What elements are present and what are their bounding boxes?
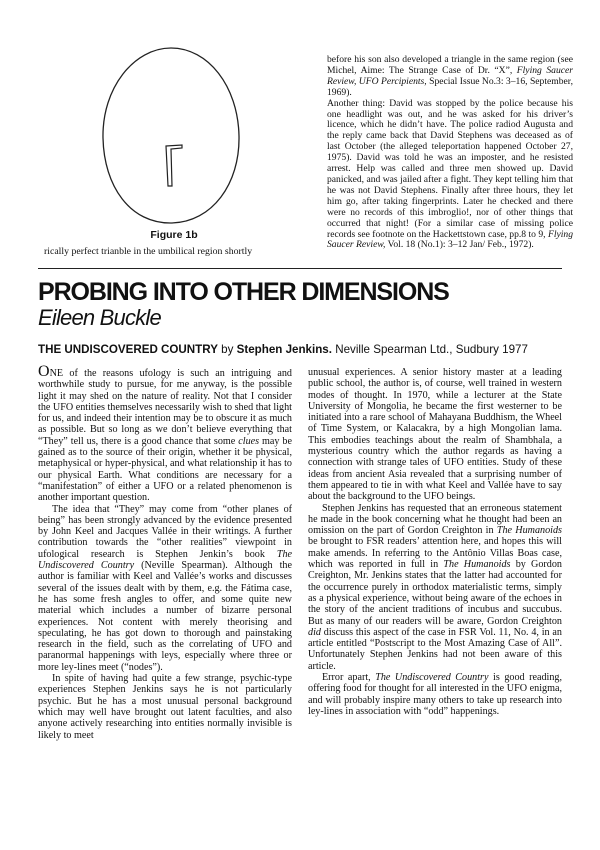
review-book-publisher: Neville Spearman Ltd., Sudbury 1977: [331, 343, 528, 356]
article-paragraph: The idea that “They” may come from “other planes of being” has been strongly advanced by the evidence presented by John Keel and Jacques Vallée in their writings. A further contribution towards the “other realities” viewpoint in ufological research is Stephen Jenkin’s book The Undiscovered Country (Neville Spearman). Although the author is familiar with Keel and Vallée’s works and discusses several of the issues dealt with by them, e.g. the Fátima case, he has some fresh angles to offer, and some quite new material which includes a number of bizarre personal experiences. Not content with merely theorising and speculating, he has got down to thorough and painstaking research in the field, such as the correlating of UFO and paranormal happenings with leys, especially where three or more ley-lines meet (“nodes”).: [38, 503, 292, 673]
figure-continuation-text: rically perfect trianble in the umbilical region shortly: [44, 246, 253, 257]
triangle-mark-shape: [166, 145, 182, 186]
italic-run: did: [308, 626, 321, 638]
body-outline-shape: [103, 48, 239, 223]
continuation-column: [327, 55, 573, 251]
article-paragraph: In spite of having had quite a few strange, psychic-type experiences Stephen Jenkins says he is not particularly psychic. But he has a most unusual personal background which may well have brought out latent faculties, and also anyone actively researching into entities normally invisible is likely to meet: [38, 673, 292, 741]
article-paragraph: [38, 363, 292, 504]
article-paragraph: Stephen Jenkins has requested that an erroneous statement he made in the book concerning what he thought had been an omission on the part of Gordon Creighton in The Humanoids be brought to FSR readers’ attention here, and hopes this will make amends. In referring to the Antônio Villas Boas case, which was reported in full in The Humanoids by Gordon Creighton, Mr. Jenkins states that the latter had accounted for the occurrence purely in orthodox materialistic terms, simply as a physical experience, without being aware of the echoes in the story of the ancient traditions of incubus and succubus. But as many of our readers will be aware, Gordon Creighton did discuss this aspect of the case in FSR Vol. 11, No. 4, in an article entitled “Postscript to the Most Amazing Case of All”. Unfortunately Stephen Jenkins had not been aware of this article.: [308, 502, 562, 672]
continuation-paragraph: Another thing: David was stopped by the police because his one headlight was out, and he was asked for his driver’s licence, which he didn’t have. The police radiod Augusta and the reply came back that David Stephens was deceased as of last October (the alleged teleportation happened October 27, 1975). David was told he was an imposter, and he resisted arrest. Help was called and three men showed up. David panicked, and was jailed after a fight. They kept telling him that he was not David Stephens. Finally after three hours, they let him go, after taking fingerprints. Later he checked and there were no records of this imbroglio!, nor of other things that occurred that night! (For a similar case of missing police records see footnote on the Hackettstown case, pp.8 to 9, Flying Saucer Review, Vol. 18 (No.1): 3–12 Jan/ Feb., 1972).: [327, 97, 573, 251]
continuation-paragraph: before his son also developed a triangle in the same region (see Michel, Aime: The Strange Case of Dr. “X”, Flying Saucer Review, UFO Percipients, Special Issue No.3: 3–16, September, 1969).: [327, 54, 573, 98]
article-paragraph: unusual experiences. A senior history master at a leading public school, the author is, of course, well trained in western modes of thought. In 1970, while a lecturer at the State University of Mongolia, he became the first westerner to be initiated into a rare school of Mahayana Buddhism, the Wheel of Time System, or Kalacakra, by a high Mongolian lama. This embodies teachings about the realm of Shambhala, a mysterious country which the author regards as having a connection with strange tales of UFO entities. Study of these ideas from ancient Asia revealed that a surprising number of them appeared to tie in with what Keel and Vallée have to say about the background to the UFO beings.: [308, 367, 562, 503]
italic-run: The Undiscovered Country: [375, 672, 489, 684]
section-divider: [38, 268, 562, 269]
italic-run: The Humanoids: [443, 559, 511, 571]
paragraph-text: NE of the reasons ufology is such an intriguing and worthwhile study to pursue, for me anyway, is the possible light it may shed on the nature of reality. Not that I consider the UFO entities themselves necessarily wish to shed that light for us, and indeed their intention may be to obscure it as much as possible. But so long as we don’t believe everything that “They” tell us, there is a good chance that some clues may be gained as to the source of their origin, whether it be physical, metaphysical or hyper-physical, and what relationship it has to our physical Earth. What conditions are necessary for a “manifestation” of either a UFO or a related phenomenon is another important question.: [38, 368, 292, 504]
figure-caption: Figure 1b: [150, 229, 198, 241]
article-headline: PROBING INTO OTHER DIMENSIONS: [38, 278, 449, 306]
italic-run: The Undiscovered Country: [38, 548, 292, 572]
article-column-left: [38, 363, 292, 741]
italic-run: Flying Saucer Review, UFO Percipients,: [327, 64, 573, 87]
article-column-right: [308, 367, 562, 717]
review-book-author: Stephen Jenkins.: [236, 343, 332, 356]
figure-block: [38, 44, 310, 259]
review-book-title: THE UNDISCOVERED COUNTRY: [38, 343, 218, 356]
italic-run: clues: [238, 435, 260, 447]
figure-1b-drawing: [96, 44, 246, 226]
review-by: by: [217, 343, 237, 356]
italic-run: The Humanoids: [496, 525, 562, 537]
drop-cap: O: [38, 363, 50, 380]
article-paragraph: Error apart, The Undiscovered Country is good reading, offering food for thought for all interested in the UFO enigma, and will probably inspire many others to take up research into ley-lines in association with “odd” happenings.: [308, 672, 562, 717]
italic-run: Flying Saucer Review,: [327, 228, 573, 251]
article-author: Eileen Buckle: [38, 305, 161, 330]
review-book-line: [38, 343, 528, 356]
